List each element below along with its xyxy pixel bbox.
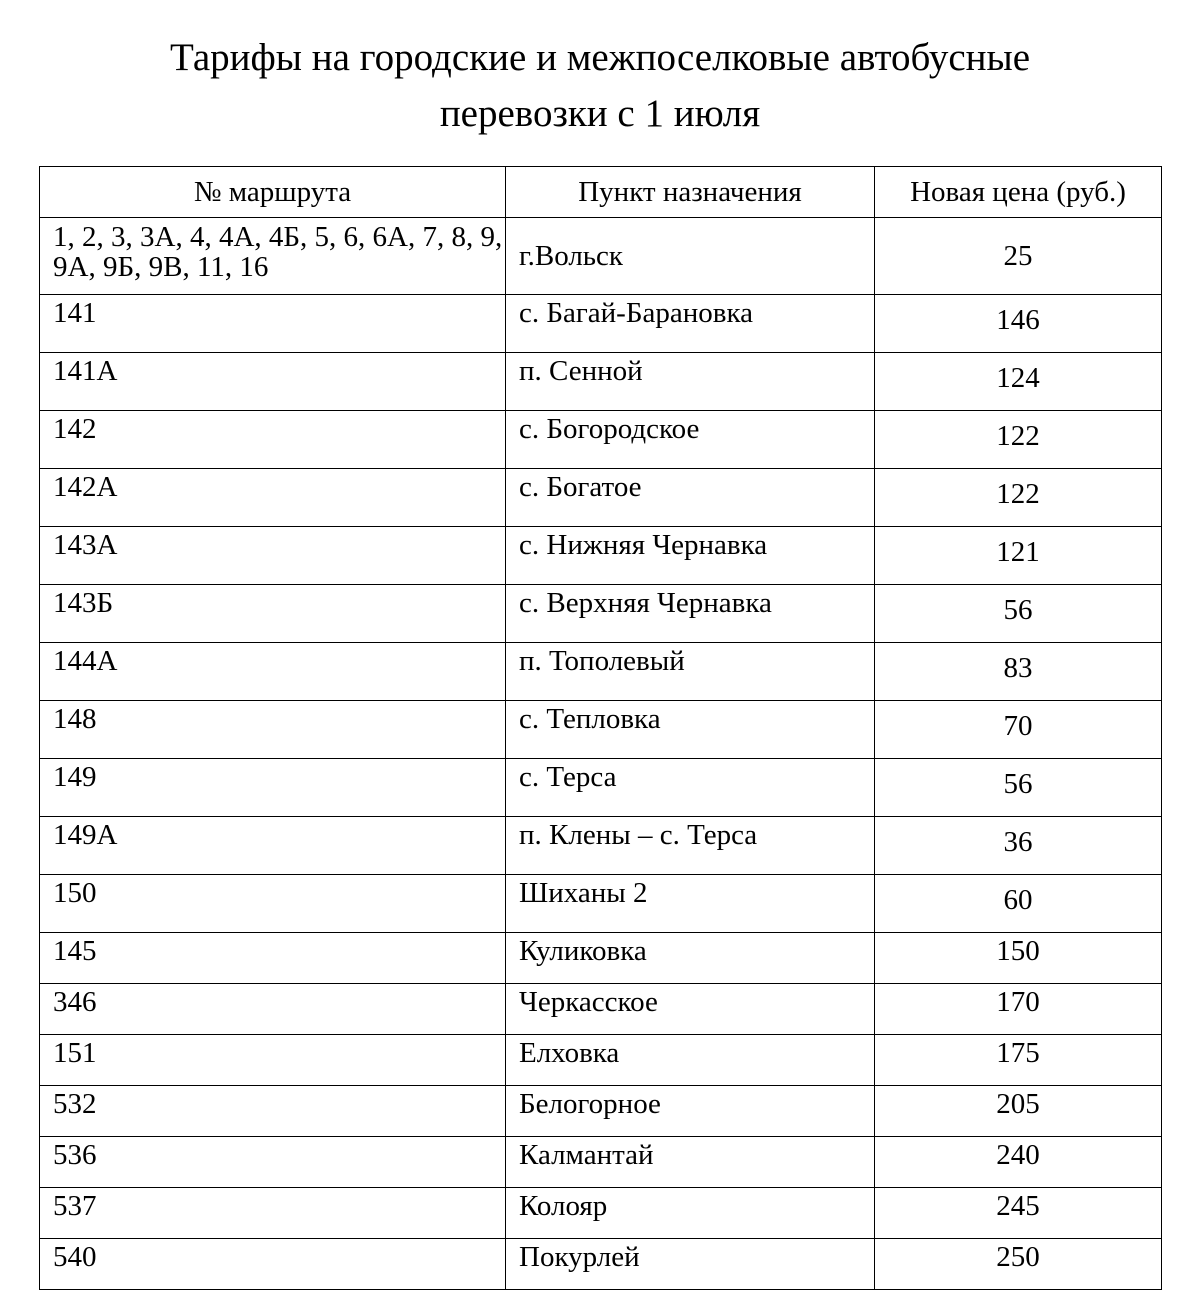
destination-cell: Колояр [506, 1188, 875, 1239]
route-number-cell: 143Б [40, 585, 506, 643]
destination-cell: Покурлей [506, 1239, 875, 1290]
table-row [40, 875, 1162, 933]
destination-cell: п. Тополевый [506, 643, 875, 701]
destination-cell: с. Тепловка [506, 701, 875, 759]
table-row [40, 701, 1162, 759]
destination-cell: Черкасское [506, 984, 875, 1035]
route-number-cell: 151 [40, 1035, 506, 1086]
table-row [40, 817, 1162, 875]
route-number-cell: 143А [40, 527, 506, 585]
table-row [40, 527, 1162, 585]
table-row [40, 1137, 1162, 1188]
table-row [40, 643, 1162, 701]
destination-cell: Елховка [506, 1035, 875, 1086]
table-row [40, 1239, 1162, 1290]
price-cell: 250 [875, 1239, 1162, 1290]
price-cell: 121 [875, 527, 1162, 585]
route-number-cell: 1, 2, 3, 3А, 4, 4А, 4Б, 5, 6, 6А, 7, 8, 9, 9А, 9Б, 9В, 11, 16 [40, 218, 506, 295]
table-row [40, 411, 1162, 469]
price-cell: 150 [875, 933, 1162, 984]
table-row [40, 469, 1162, 527]
price-cell: 122 [875, 469, 1162, 527]
destination-cell: Белогорное [506, 1086, 875, 1137]
table-row [40, 759, 1162, 817]
destination-cell: Шиханы 2 [506, 875, 875, 933]
table-body [40, 218, 1162, 1290]
route-number-cell: 149 [40, 759, 506, 817]
table-header-row [40, 167, 1162, 218]
destination-cell: п. Сенной [506, 353, 875, 411]
table-row [40, 585, 1162, 643]
route-number-cell: 144А [40, 643, 506, 701]
destination-cell: с. Богородское [506, 411, 875, 469]
header-new-price: Новая цена (руб.) [875, 167, 1162, 218]
route-number-cell: 540 [40, 1239, 506, 1290]
route-number-cell: 537 [40, 1188, 506, 1239]
table-row [40, 1086, 1162, 1137]
price-cell: 175 [875, 1035, 1162, 1086]
price-cell: 124 [875, 353, 1162, 411]
route-number-cell: 532 [40, 1086, 506, 1137]
price-cell: 245 [875, 1188, 1162, 1239]
route-number-cell: 346 [40, 984, 506, 1035]
destination-cell: с. Богатое [506, 469, 875, 527]
document-title [0, 30, 1200, 142]
route-number-cell: 536 [40, 1137, 506, 1188]
route-number-cell: 148 [40, 701, 506, 759]
destination-cell: с. Верхняя Чернавка [506, 585, 875, 643]
route-number-cell: 141А [40, 353, 506, 411]
destination-cell: Калмантай [506, 1137, 875, 1188]
price-cell: 56 [875, 585, 1162, 643]
destination-cell: с. Багай-Барановка [506, 295, 875, 353]
route-number-cell: 142 [40, 411, 506, 469]
route-number-cell: 149А [40, 817, 506, 875]
price-cell: 240 [875, 1137, 1162, 1188]
price-cell: 170 [875, 984, 1162, 1035]
destination-cell: с. Терса [506, 759, 875, 817]
route-number-cell: 142А [40, 469, 506, 527]
price-cell: 146 [875, 295, 1162, 353]
header-route-number: № маршрута [40, 167, 506, 218]
price-cell: 205 [875, 1086, 1162, 1137]
table-row [40, 353, 1162, 411]
title-line-1: Тарифы на городские и межпоселковые автобусные [169, 36, 1031, 79]
destination-cell: Куликовка [506, 933, 875, 984]
table-row [40, 933, 1162, 984]
title-line-2: перевозки с 1 июля [439, 92, 761, 135]
header-destination: Пункт назначения [506, 167, 875, 218]
price-cell: 60 [875, 875, 1162, 933]
price-cell: 122 [875, 411, 1162, 469]
destination-cell: г.Вольск [506, 218, 875, 295]
price-cell: 83 [875, 643, 1162, 701]
price-cell: 56 [875, 759, 1162, 817]
route-number-cell: 141 [40, 295, 506, 353]
table-row [40, 984, 1162, 1035]
table-row [40, 1188, 1162, 1239]
route-number-cell: 145 [40, 933, 506, 984]
price-cell: 36 [875, 817, 1162, 875]
destination-cell: с. Нижняя Чернавка [506, 527, 875, 585]
route-number-cell: 150 [40, 875, 506, 933]
tariff-table [39, 166, 1162, 1290]
price-cell: 25 [875, 218, 1162, 295]
table-row [40, 218, 1162, 295]
destination-cell: п. Клены – с. Терса [506, 817, 875, 875]
price-cell: 70 [875, 701, 1162, 759]
table-row [40, 295, 1162, 353]
table-row [40, 1035, 1162, 1086]
